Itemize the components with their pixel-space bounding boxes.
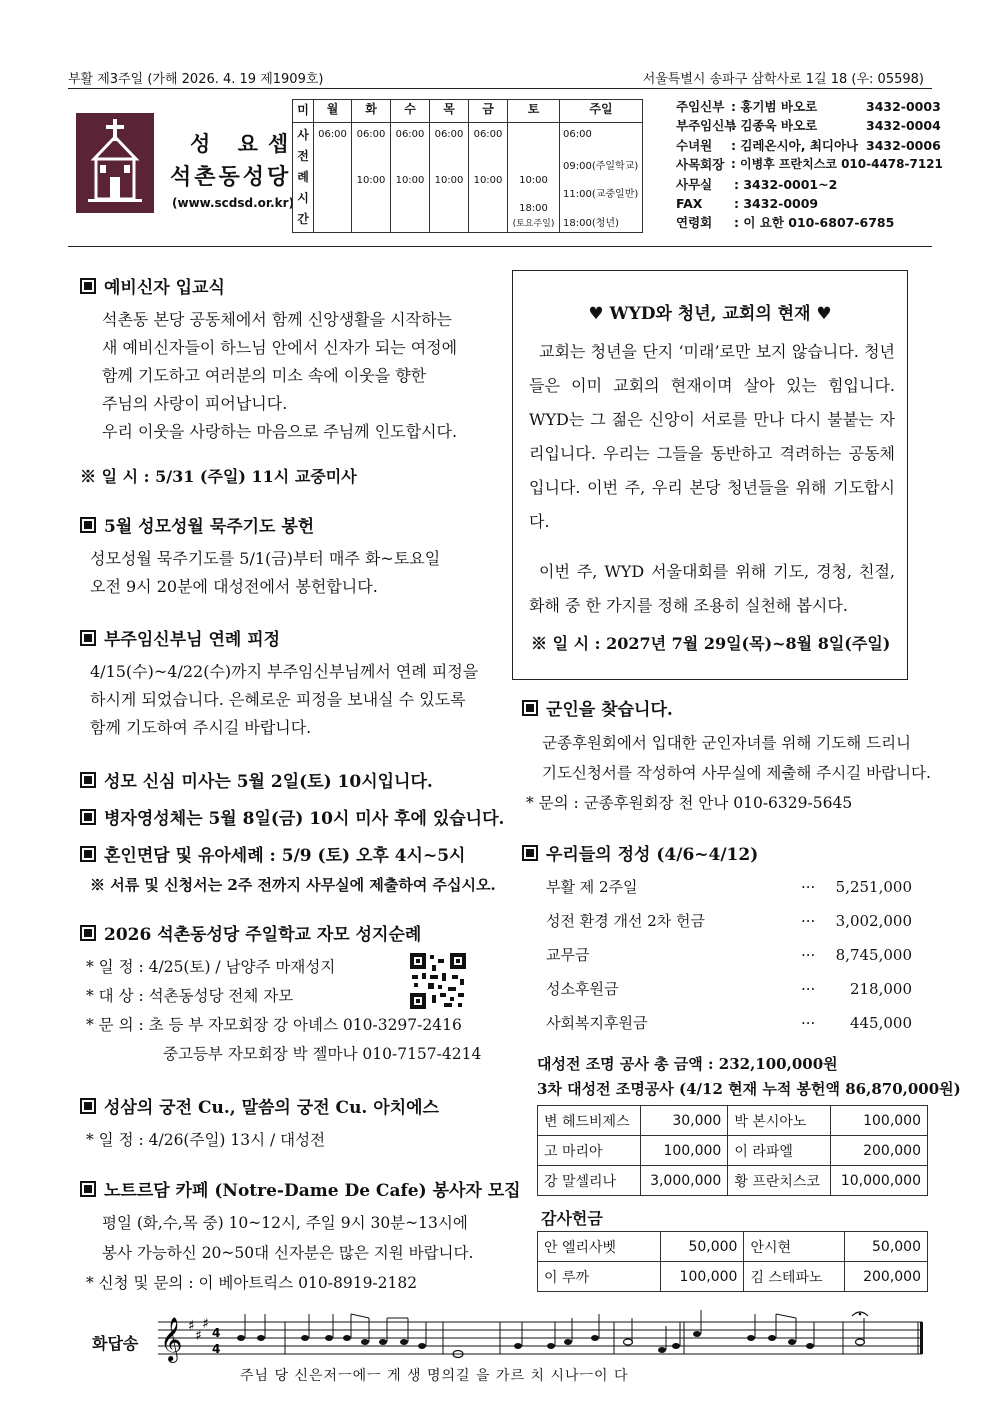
- table-row: 안 엘리사벳 50,000 안시현 50,000: [538, 1232, 928, 1262]
- catechumen-date: ※ 일 시 : 5/31 (주일) 11시 교중미사: [80, 467, 357, 486]
- parish-patron: 성 요셉: [190, 132, 299, 156]
- offering-list: [546, 870, 912, 1040]
- mass-schedule-table: [292, 99, 643, 233]
- rosary-heading: 5월 성모성월 묵주기도 봉헌: [80, 512, 314, 537]
- sat-evening-note: (토요주일): [512, 219, 555, 229]
- marian-mass-heading: 성모 신심 미사는 5월 2일(토) 10시입니다.: [80, 767, 433, 792]
- header-rule: [68, 88, 932, 89]
- table-row: 변 헤드비제스 30,000 박 본시아노 100,000: [538, 1106, 928, 1136]
- tue-early: 06:00: [356, 129, 386, 140]
- rosary-text: 성모성월 묵주기도를 5/1(금)부터 매주 화~토요일 오전 9시 20분에 대성전에서 봉헌합니다.: [90, 549, 441, 596]
- wyd-paragraph-2: 이번 주, WYD 서울대회를 위해 기도, 경청, 친절, 화해 중 한 가지를 정해 조용히 실천해 봅시다.: [529, 562, 895, 615]
- catechumen-text: 석촌동 본당 공동체에서 함께 신앙생활을 시작하는 새 예비신자들이 하느님 안에서 신자가 되는 여정에 함께 기도하고 여러분의 미소 속에 이웃을 향한 주님의 사랑이 피어납니다. 우리 이웃을 사랑하는 마음으로 주님께 인도합시다.: [102, 310, 458, 441]
- svg-text:𝄞: 𝄞: [160, 1317, 183, 1361]
- soldier-text: 군종후원회에서 입대한 군인자녀를 위해 기도해 드리니 기도신청서를 작성하여 사무실에 제출해 주시길 바랍니다. * 문의 : 군종후원회장 천 안나 010-6329-5645: [526, 734, 931, 812]
- bulletin-issue: 부활 제3주일 (가해 2026. 4. 19 제1909호): [68, 72, 324, 87]
- sun-4: 18:00(청년): [563, 218, 619, 229]
- cafe-text: 평일 (화,수,목 중) 10~12시, 주일 9시 30분~13시에 봉사 가능하신 20~50대 신자분은 많은 지원 바랍니다. * 신청 및 문의 : 이 베아트릭스 010-8919-2182: [86, 1214, 474, 1292]
- parish-name: 석촌동성당: [170, 165, 292, 190]
- sat-evening: 18:00: [519, 203, 548, 214]
- thanks-heading: 감사헌금: [541, 1209, 603, 1228]
- psalm-staff: [158, 1308, 930, 1368]
- day-sat: 토: [508, 100, 560, 123]
- fri-early: 06:00: [473, 129, 503, 140]
- thu-late: 10:00: [434, 175, 464, 186]
- wyd-paragraph-1: 교회는 청년을 단지 ‘미래’로만 보지 않습니다. 청년들은 이미 교회의 현재이며 살아 있는 힘입니다. WYD는 그 젊은 신앙이 서로를 만나 다시 불붙는 자리입니다. 우리는 그들을 동반하고 격려하는 공동체입니다. 이번 주, 우리 본당 청년들을 위해 기도합시다.: [529, 342, 895, 531]
- legion-heading: 성삼의 궁전 Cu., 말씀의 궁전 Cu. 아치에스: [80, 1093, 439, 1118]
- lighting-cumulative: 3차 대성전 조명공사 (4/12 현재 누적 봉헌액 86,870,000원): [537, 1080, 961, 1098]
- cafe-heading: 노트르담 카페 (Notre-Dame De Cafe) 봉사자 모집: [80, 1176, 521, 1201]
- wyd-box: [512, 270, 908, 680]
- table-row: 강 말셀리나 3,000,000 황 프란치스코 10,000,000: [538, 1166, 928, 1196]
- table-row: 이 루까 100,000 김 스테파노 200,000: [538, 1262, 928, 1292]
- sat-late: 10:00: [519, 175, 548, 186]
- church-icon: [76, 113, 154, 213]
- fri-late: 10:00: [473, 175, 503, 186]
- offering-heading: 우리들의 정성 (4/6~4/12): [522, 840, 758, 865]
- psalm-label: 화답송: [92, 1334, 139, 1353]
- wyd-date: ※ 일 시 : 2027년 7월 29일(목)~8월 8일(주일): [531, 634, 891, 653]
- day-thu: 목: [430, 100, 469, 123]
- contact-list: 주임신부 : 홍기범 바오로 3432-0003 부주임신부 : 김종욱 바오로 3432-0004 수녀원 : 김레온시아, 최디아나 3432-0006 사목회장 : 이병후 프란치스코 010-4478-7121 사무실 : 3432-0001~2 FAX : 3432-0009 연령회 : 이 요한 010-6807-6785: [676, 99, 943, 231]
- wyd-title: ♥ WYD와 청년, 교회의 현재 ♥: [588, 304, 832, 324]
- list-item: 교무금 ··· 8,745,000: [546, 946, 912, 964]
- legion-text: * 일 정 : 4/26(주일) 13시 / 대성전: [86, 1131, 326, 1149]
- music-staff-icon: [158, 1308, 930, 1368]
- qr-code-icon[interactable]: [410, 953, 466, 1009]
- wed-early: 06:00: [395, 129, 425, 140]
- svg-text:♯: ♯: [202, 1316, 209, 1332]
- retreat-text: 4/15(수)~4/22(수)까지 부주임신부님께서 연례 피정을 하시게 되었습니다. 은혜로운 피정을 보내실 수 있도록 함께 기도하여 주시길 바랍니다.: [90, 662, 479, 737]
- lighting-total: 대성전 조명 공사 총 금액 : 232,100,000원: [537, 1055, 838, 1073]
- list-item: 사회복지후원금 ··· 445,000: [546, 1014, 912, 1032]
- psalm-lyrics: 주님 당 신은저ㅡ에ㅡ 게 생 명의길 을 가르 치 시나ㅡ이 다: [240, 1368, 629, 1384]
- tue-late: 10:00: [356, 175, 386, 186]
- day-mon: 월: [314, 100, 352, 123]
- sun-1: 06:00: [563, 129, 592, 140]
- masthead-rule: [68, 246, 932, 247]
- sun-3: 11:00(교중일반): [563, 189, 639, 200]
- schedule-corner: 미: [293, 100, 314, 123]
- sun-2: 09:00(주일학교): [563, 161, 639, 172]
- pilgrimage-heading: 2026 석촌동성당 주일학교 자모 성지순례: [80, 920, 421, 945]
- list-item: 부활 제 2주일 ··· 5,251,000: [546, 878, 912, 896]
- svg-text:♯: ♯: [195, 1328, 202, 1344]
- soldier-heading: 군인을 찾습니다.: [522, 695, 673, 720]
- parish-website: (www.scdsd.or.kr): [172, 196, 295, 210]
- day-fri: 금: [469, 100, 508, 123]
- list-item: 성소후원금 ··· 218,000: [546, 980, 912, 998]
- list-item: 성전 환경 개선 2차 헌금 ··· 3,002,000: [546, 912, 912, 930]
- day-tue: 화: [352, 100, 391, 123]
- svg-text:♯: ♯: [188, 1318, 195, 1334]
- thu-early: 06:00: [434, 129, 464, 140]
- parish-address: 서울특별시 송파구 삼학사로 1길 18 (우: 05598): [642, 72, 924, 87]
- svg-text:4: 4: [212, 1326, 221, 1340]
- mon-early: 06:00: [318, 129, 347, 140]
- catechumen-heading: 예비신자 입교식: [80, 273, 225, 298]
- church-logo: [76, 113, 154, 213]
- schedule-label: 사전례시간: [293, 123, 314, 233]
- marriage-baptism-heading: 혼인면담 및 유아세례 : 5/9 (토) 오후 4시~5시: [80, 841, 465, 866]
- pilgrimage-text: * 일 정 : 4/25(토) / 남양주 마재성지 * 대 상 : 석촌동성당 전체 자모 * 문 의 : 초 등 부 자모회장 강 아녜스 010-3297-2416 중고등부 자모회장 박 젤마나 010-7157-4214: [86, 958, 482, 1063]
- thanks-table: [537, 1231, 928, 1292]
- sick-communion-heading: 병자영성체는 5월 8일(금) 10시 미사 후에 있습니다.: [80, 804, 504, 829]
- day-sun: 주일: [560, 100, 643, 123]
- day-wed: 수: [391, 100, 430, 123]
- wed-late: 10:00: [395, 175, 425, 186]
- donor-table: [537, 1105, 928, 1196]
- table-row: 고 마리아 100,000 이 라파엘 200,000: [538, 1136, 928, 1166]
- marriage-baptism-note: ※ 서류 및 신청서는 2주 전까지 사무실에 제출하여 주십시오.: [90, 876, 496, 894]
- retreat-heading: 부주임신부님 연례 피정: [80, 625, 280, 650]
- svg-text:4: 4: [212, 1342, 221, 1356]
